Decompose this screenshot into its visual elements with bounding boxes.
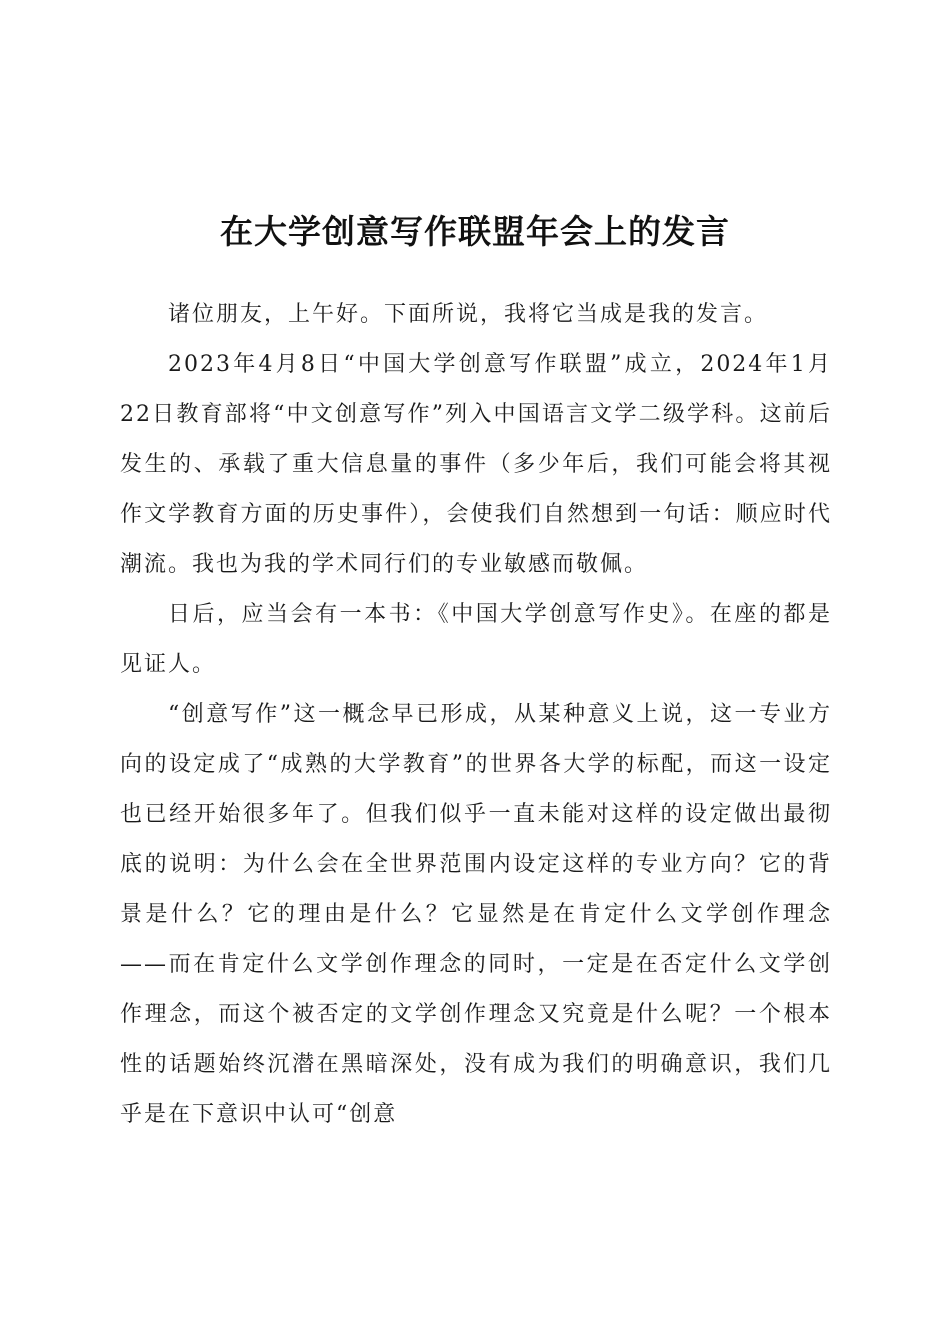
paragraph-greeting: 诸位朋友，上午好。下面所说，我将它当成是我的发言。	[168, 302, 769, 327]
paragraph-history-book: 日后，应当会有一本书：《中国大学创意写作史》。在座的都是见证人。	[120, 602, 832, 677]
document-title: 在大学创意写作联盟年会上的发言	[220, 212, 730, 252]
paragraph-creative-writing-concept: “创意写作”这一概念早已形成，从某种意义上说，这一专业方向的设定成了“成熟的大学教育”的世界各大学的标配，而这一设定也已经开始很多年了。但我们似乎一直未能对这样的设定做出最彻底的说明：为什么会在全世界范围内设定这样的专业方向？它的背景是什么？它的理由是什么？它显然是在肯定什么文学创作理念——而在肯定什么文学创作理念的同时，一定是在否定什么文学创作理念，而这个被否定的文学创作理念又究竟是什么呢？一个根本性的话题始终沉潜在黑暗深处，没有成为我们的明确意识，我们几乎是在下意识中认可“创意	[120, 702, 832, 1127]
paragraph-background: 2023年4月8日“中国大学创意写作联盟”成立，2024年1月22日教育部将“中文创意写作”列入中国语言文学二级学科。这前后发生的、承载了重大信息量的事件（多少年后，我们可能会将其视作文学教育方面的历史事件），会使我们自然想到一句话：顺应时代潮流。我也为我的学术同行们的专业敏感而敬佩。	[120, 352, 832, 577]
document-body	[120, 290, 832, 1140]
